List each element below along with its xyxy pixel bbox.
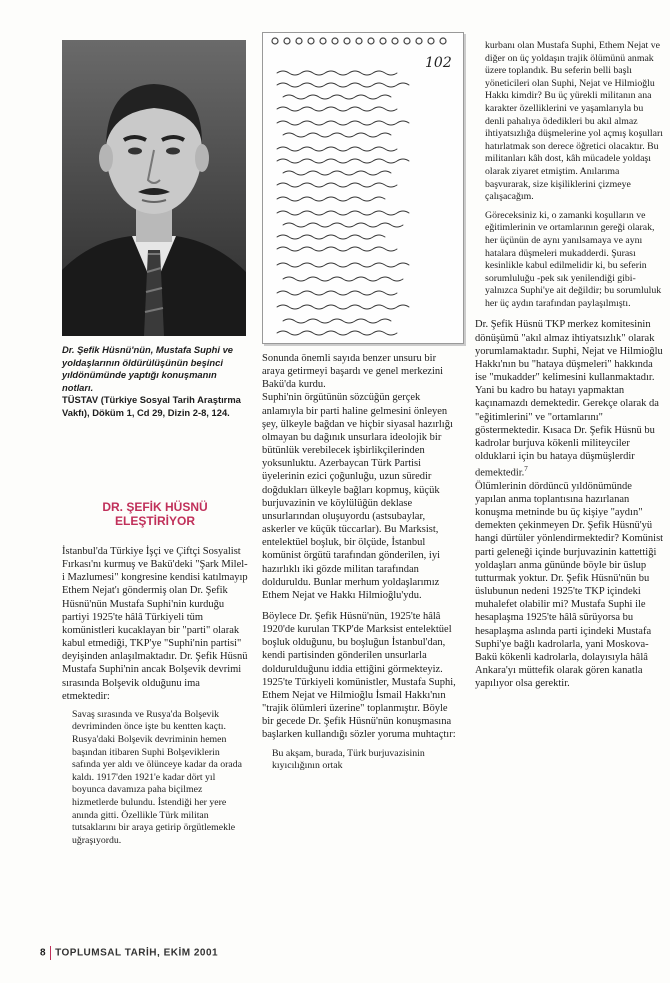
footer-divider <box>50 946 52 960</box>
block-quote: kurbanı olan Mustafa Suphi, Ethem Nejat ve diğer on üç yoldaşın trajik ölümünü anmak üzere toplandık. Bu seferin belli başlı yöneticileri olan Suphi, Nejat ve Hilmioğlu Hakkı kimdir? Bu üç yürekli militanın ana karakter özelliklerini ve yaşamlarıyla bu denli pahalıya ödedikleri bu akıl almaz ihtiyatsızlığa düşmelerine yol açmış koşulları hatırlatmak son derece öğretici olacaktır. Bu militanları kâh dost, kâh mücadele yoldaşı olarak ziyaret etmiştim. Anılarıma başvurarak, size kişiliklerini çizmeye çalışacağım. <box>485 40 663 203</box>
paragraph-text: Dr. Şefik Hüsnü TKP merkez komitesinin dönüşümü "akıl almaz ihtiyatsızlık" olarak yorumlamaktadır. Suphi, Nejat ve Hilmioğlu Hakkı'nın bu "hataya düşmeleri" hakkında ise "mukadder" kelimesini kullanmaktadır. Yani bu kadro bu hatayı yapmaktan kaçınamazdı demektedir. Gerekçe olarak da "eğitimlerini" ve "ortamlarını" göstermektedir. Kısaca Dr. Şefik Hüsnü bu kadrolar burjuva kökenli militeyciler olduklarıi için bu hataya düşmüşlerdir demektedir. <box>475 319 663 479</box>
section-title: DR. ŞEFİK HÜSNÜ ELEŞTİRİYOR <box>102 500 208 528</box>
page-number: 8 <box>40 947 46 959</box>
paragraph: 1925'te Türkiyeli komünistler, Mustafa Suphi, Ethem Nejat ve Hilmioğlu İsmail Hakkı'nın "trajik ölümleri üzerine" toplanmıştır. Böyle bir gecede Dr. Şefik Hüsnü'nün konuşmasına başlarken kullandığı sözler yoruma muhtaçtır: <box>262 676 456 741</box>
paragraph: Sonunda önemli sayıda benzer unsuru bir araya getirmeyi başardı ve genel merkezini Bakü'da kurdu. <box>262 353 444 391</box>
portrait-photo <box>62 40 246 336</box>
column-3 <box>475 40 665 690</box>
manuscript-notes-image <box>262 32 464 344</box>
column-2 <box>262 352 458 773</box>
paragraph: Böylece Dr. Şefik Hüsnü'nün, 1925'te hâlâ 1920'de kurulan TKP'de Marksist entelektüel boşluk olduğunu, bu boşluğun İstanbul'dan, kendi partisinden gönderilen unsurlarla doldurulduğunu iddia ettiğini görmekteyiz. <box>262 610 452 675</box>
block-quote: Bu akşam, burada, Türk burjuvazisinin kıyıcılığının ortak <box>272 747 425 772</box>
footnote-marker: 7 <box>524 465 528 474</box>
block-quote: Savaş sırasında ve Rusya'da Bolşevik devriminden önce işte bu kentten kaçtı. Rusya'daki Bolşevik devriminin hemen başından itibaren Suphi Bolşeviklerin safında yer aldı ve ölünceye kadar da orada kaldı. 1917'den 1921'e kadar dört yıl boyunca davamıza paha biçilmez hizmetlerde bulundu. İstendiği her yere anında gitti. Özellikle Türk militan tutsaklarını bir araya getirip örgütlemekle uğraşıyordu. <box>72 708 243 846</box>
manuscript-page-number: 102 <box>425 55 452 71</box>
page-footer <box>40 946 218 960</box>
block-quote: Göreceksiniz ki, o zamanki koşulların ve eğitimlerinin ve ortamlarının gereği olarak, her üçünün de aynı yanılsamaya ve aynı hatalara düşmeleri mukadderdi. Şurası kesinlikle kabul edilmelidir ki, bu seferin sorumluluğu -pek sık yenilendiği gibi- yalnızca Suphi'ye ait değildir; bu sorumluluk her üç aydın tarafından paylaşılmıştı. <box>485 209 662 309</box>
magazine-name: TOPLUMSAL TARİH, EKİM 2001 <box>55 947 219 959</box>
paragraph: Ölümlerinin dördüncü yıldönümünde yapılan anma toplantısına hazırlanan konuşma metninde bu üç kişiye "aydın" demekten çekinmeyen Dr. Şefik Hüsnü'yü hangi dürtüler yönlendirmektedir? Komünist parti geleneği içinde burjuvazinin kattettiği yoldaşları anma gününde böyle bir üslup tutturmak yoktur. Dr. Şefik Hüsnü'nün bu üslubunun nedeni 1925'te TKP içindeki muhalefet olabilir mi? Mustafa Suphi ile hesaplaşma 1925'te hâlâ sürüyorsa bu hesaplaşma aslında parti içindeki Mustafa Suphi'ye bağlı kadrolarla, yani Moskova-Bakü kökenli kadrolarla, dolayısıyla hâlâ Ankara'yı müttefik olarak gören kanatla yapılıyor olsa gerektir. <box>475 480 664 690</box>
column-1 <box>62 545 248 847</box>
paragraph <box>475 318 665 479</box>
caption-source: TÜSTAV (Türkiye Sosyal Tarih Araştırma Vakfı), Döküm 1, Cd 29, Dizin 2-8, 124. <box>62 394 241 418</box>
paragraph: Suphi'nin örgütünün sözcüğün gerçek anlamıyla bir parti haline gelmesini önleyen şey, ülkeyle bağdan ve hiçbir siyasal hazırlığı olmayan bu dağınık unsurlara ideolojik bir bütünlük verebilecek işbirlikçilerinden yoksunluktu. Azerbaycan Türk Partisi üyelerinin ezici çoğunluğu, uzun süredir doğdukları ülkeyle bağları kopmuş, küçük burjuvazinin ve köylülüğün deklase unsurlarından oluşuyordu (astsubaylar, askerler ve küçük tüccarlar). Bu Marksist, entelektüel boşluk, bir ölçüde, İstanbul komünist örgütü tarafından gönderilen, iyi hazırlıklı iki gözde militan tarafından dolduruldu. Bunlar merhum yoldaşlarımız Ethem Nejat ve Hakkı Hilmioğlu'ydu. <box>262 392 453 601</box>
photo-caption <box>62 344 248 420</box>
caption-description: Dr. Şefik Hüsnü'nün, Mustafa Suphi ve yoldaşlarının öldürülüşünün beşinci yıldönümünde yaptığı konuşmanın notları. <box>62 344 234 393</box>
paragraph: İstanbul'da Türkiye İşçi ve Çiftçi Sosyalist Fırkası'nı kurmuş ve Bakü'deki "Şark Milel-i Mazlumesi" kongresine kendisi katılmayıp Ethem Nejat'ı göndermiş olan Dr. Şefik Hüsnü'nün Mustafa Suphi'nin kurduğu partiyi 1925'te hâlâ Türkiyeli tüm komünistleri kucaklayan bir "parti" olarak kabul etmediği, TKP'ye "Suphi'nin partisi" deyişinden anlaşılmaktadır. Dr. Şefik Hüsnü Mustafa Suphi'nin ancak Bolşevik devrimi sırasında Bolşevik olduğunu ima etmektedir: <box>62 546 248 702</box>
